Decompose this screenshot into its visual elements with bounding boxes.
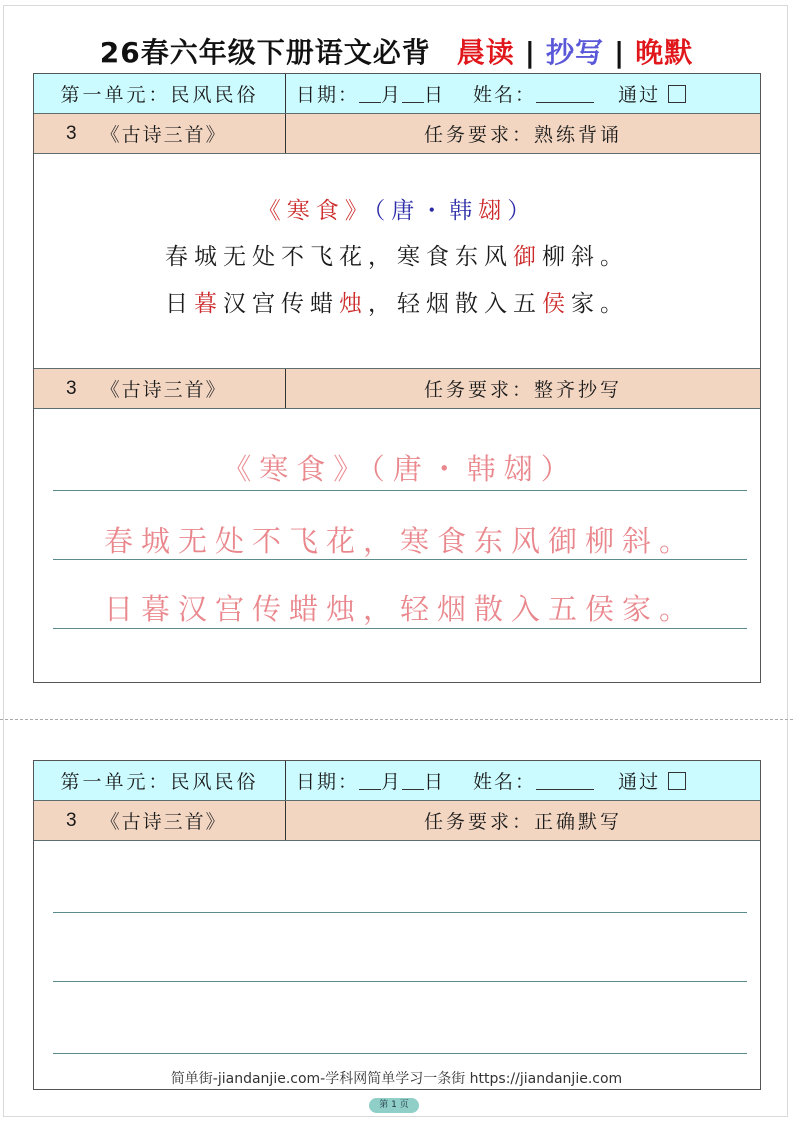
poem-line-2: 日暮汉宫传蜡烛，轻烟散入五侯家。 [165, 291, 629, 317]
month-blank[interactable] [359, 771, 381, 790]
dictation-writing-area[interactable] [34, 841, 760, 1089]
day-label: 日 [424, 84, 446, 106]
worksheet-card-bottom [33, 760, 761, 1090]
title-main: 26春六年级下册语文必背 [99, 36, 431, 69]
pass-label: 通过 [618, 771, 661, 793]
highlight-char: 烛 [339, 291, 368, 317]
date-name-cell [286, 761, 760, 800]
poem-title: 《寒食》 [257, 198, 374, 224]
highlight-char: 暮 [194, 291, 223, 317]
date-name-cell [286, 74, 760, 113]
unit-label: 第一单元：民风民俗 [34, 761, 286, 800]
writing-line [53, 628, 747, 629]
unit-label: 第一单元：民风民俗 [34, 74, 286, 113]
watermark-text: 简单街-jiandanjie.com-学科网简单学习一条街 https://jiandanjie.com [170, 1071, 623, 1087]
pass-checkbox[interactable] [668, 772, 686, 790]
page-title [0, 34, 793, 72]
worksheet-card-top [33, 73, 761, 683]
title-separator: | [613, 36, 626, 69]
copy-guide-line-1: 春城无处不飞花，寒食东风御柳斜。 [103, 524, 696, 558]
title-separator: | [524, 36, 536, 69]
info-row [34, 74, 760, 114]
mode-evening-dictation: 晚默 [635, 36, 694, 69]
page-number-badge: 第 1 页 [369, 1098, 419, 1113]
lesson-number: 3 [66, 377, 79, 399]
lesson-number: 3 [66, 809, 79, 831]
month-blank[interactable] [359, 84, 381, 103]
month-label: 月 [381, 771, 403, 793]
task-requirement: 任务要求：整齐抄写 [423, 379, 622, 401]
cut-line-divider [0, 719, 793, 720]
task-row-copy [34, 369, 760, 409]
poem-line-1: 春城无处不飞花，寒食东风御柳斜。 [165, 244, 629, 270]
copy-guide-line-2: 日暮汉宫传蜡烛，轻烟散入五侯家。 [103, 592, 696, 626]
writing-line [53, 1053, 747, 1054]
day-label: 日 [424, 771, 446, 793]
name-blank[interactable] [536, 84, 594, 103]
copy-practice-area[interactable] [34, 409, 760, 679]
name-label: 姓名： [473, 84, 537, 106]
highlight-char: 御 [513, 244, 542, 270]
writing-line [53, 981, 747, 982]
info-row [34, 761, 760, 801]
poem-recite-block [34, 154, 760, 369]
highlight-char: 侯 [542, 291, 571, 317]
task-requirement: 任务要求：熟练背诵 [423, 124, 622, 146]
month-label: 月 [381, 84, 403, 106]
lesson-title: 《古诗三首》 [100, 124, 227, 146]
mode-morning-read: 晨读 [456, 36, 515, 69]
lesson-number: 3 [66, 122, 79, 144]
date-label: 日期： [296, 84, 360, 106]
task-requirement: 任务要求：正确默写 [423, 811, 622, 833]
author-highlight-char: 翃 [478, 198, 508, 224]
writing-line [53, 490, 747, 491]
task-row-dictation [34, 801, 760, 841]
task-row-recite [34, 114, 760, 154]
pass-label: 通过 [618, 84, 661, 106]
poem-dynasty-author: （唐・韩 [373, 198, 479, 224]
copy-guide-title: 《寒食》（唐・韩翃） [222, 452, 578, 486]
name-label: 姓名： [473, 771, 537, 793]
name-blank[interactable] [536, 771, 594, 790]
mode-copy: 抄写 [545, 36, 604, 69]
poem-title-line: 《寒食》（唐・韩翃） [257, 198, 537, 224]
writing-line [53, 912, 747, 913]
lesson-title: 《古诗三首》 [100, 379, 227, 401]
day-blank[interactable] [402, 771, 424, 790]
pass-checkbox[interactable] [668, 85, 686, 103]
lesson-title: 《古诗三首》 [100, 811, 227, 833]
day-blank[interactable] [402, 84, 424, 103]
date-label: 日期： [296, 771, 360, 793]
writing-line [53, 559, 747, 560]
